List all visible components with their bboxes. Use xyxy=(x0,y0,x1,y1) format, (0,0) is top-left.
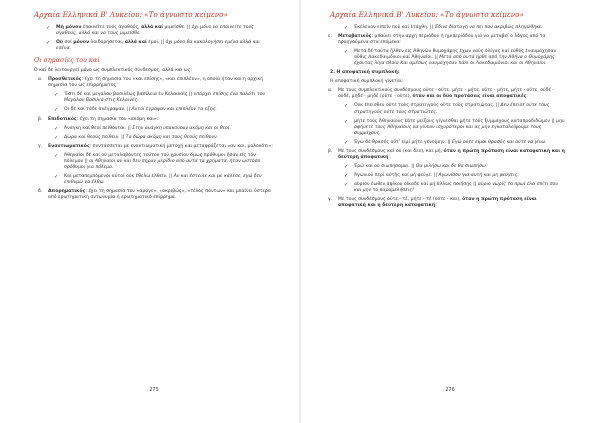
example-line: ✓ Δῶρα καί θεούς πείθειν. || Τα δώρα ακόμη και τους θεούς πείθουν. xyxy=(54,134,219,141)
intro-paragraph: Ο καί δε λειτουργεί μόνο ως συμπλεκτικός σύνδεσμος, αλλά και ως: xyxy=(34,68,192,74)
checkmark-icon: ✓ xyxy=(54,134,59,141)
example-line: ✓ Ἀθηναῖοι δέ καί οὐ μεταλαβόντες τούτου τοῦ χρυσίου ὅμως πρόθυμοι ἦσαν εἰς τόν πόλεμον || οι Αθηναίοι αν και δεν πήραν μερίδιο από αυτά τα χρήματα, ήταν ωστόσο πρόθυμοι για πόλεμο. xyxy=(54,152,261,170)
checkmark-icon: ✓ xyxy=(344,181,349,188)
checkmark-icon: ✓ xyxy=(54,107,59,114)
checkmark-icon: ✓ xyxy=(344,103,349,110)
example-line: ✓ Μετά δέ ταῦτα ἦλθεν εἰς Ἀθηνῶν θυμοχάρης ἔχων ναῦς ὀλίγας καί εὐθύς ἐναυμάχησαν αὖθις Λακεδαιμόνιοι καί Ἀθηναῖοι. || Μετά από αυτά ήρθε από την Αθήνα ο Θυμοχάρης έχοντας λίγα πλοία Και αμέσως ναυμάχησαν πάλι οι Λακεδαιμόνιοι και οι Αθηναίοι. xyxy=(344,49,557,67)
example-line: ✓ Ἀγωνιοῦ περί αὐτῆς καί μή φεῦγε. || Αγωνίσου για αυτή και μη φεύγεις. xyxy=(344,172,519,179)
label-aporimaticos: δ. Απορηματικός: έχει τη σημασία του «άραγε», «ακριβώς», «τέλος πάντων» και μπαίνει ύστερα από ερωτηματική αντωνυμία ή ερωτηματικό επίρρημα. xyxy=(38,188,271,200)
checkmark-icon: ✓ xyxy=(344,118,349,125)
running-header-left: Αρχαία Ελληνικά Β' Λυκείου: «Το άγνωστο κείμενο» xyxy=(34,10,228,19)
example-line: ✓ Οἱ δέ καί τάδε ἀνέγραψαν. || Αυτοί έγραψαν και επιπλέον τα εξής. xyxy=(54,107,217,114)
label-enantiomaticos: γ. Εναντιωματικός: συντάσσεται με εναντιωματική μετοχή και μεταφράζεται «αν και, μολονότι»: xyxy=(38,143,273,149)
example-line: ✓ Ἐκέλευον εἰπεῖν ποῦ καί ἐτάχθη. || Έδινε διαταγή να πει πού ακριβώς πληγώθηκε. xyxy=(344,25,543,31)
checkmark-icon: ✓ xyxy=(46,40,51,47)
label-metavatikos: ε. Μεταβατικός: μπαίνει στην αρχή περιόδου ή ημιπεριόδου για να μεταβεί ο λόγος από τα προηγούμενα στα επόμενα: xyxy=(328,34,546,46)
checkmark-icon: ✓ xyxy=(344,139,349,146)
example-line: ✓ Οὐκ ἔπεισθεν οὔτε τοὺς στρατηγοὺς οὔτε τοὺς στρατιώτας. || Δεν έπεισε ούτε τους στρατηγούς ούτε τους στρατιώτες. xyxy=(344,103,550,115)
section-title: Οι σημασίες του καί xyxy=(34,57,100,65)
right-page xyxy=(300,0,600,423)
checkmark-icon: ✓ xyxy=(54,152,59,159)
right-content xyxy=(324,25,566,209)
checkmark-icon: ✓ xyxy=(54,92,59,99)
checkmark-icon: ✓ xyxy=(54,125,59,132)
label-c: γ. Με τους συνδέσμους οὔτε - τέ, μήτε - τέ (ούτε - και), όταν η πρώτη πρόταση είναι αποφατική και η δεύτερη καταφατική: xyxy=(328,197,537,209)
section-2-title: 2. Η αποφατική συμπλοκή: xyxy=(330,70,400,76)
example-line: ✓ αὔριον ἔωθεν ἀφίκου οἴκαδε καί μή ἄλλως ποιήσῃς || αύριο νωρίς το πρωί έλα σπίτι σου και μην το παραμελήσεις! xyxy=(344,181,558,193)
example-line: ✓ Μή μόνον έπαινεῖτε τούς ἀγαθούς, ἀλλά καί μιμεῖσθε. || όχι μόνο να επαινείτε τους αγαθούς, αλλά και να τους μιμείσθε. xyxy=(46,25,254,37)
example-line: ✓ Ἐρῶ καί οὐ σιωπήσομαι. || Θα μιλήσω και δε θα σιωπήσω. xyxy=(344,163,488,170)
checkmark-icon: ✓ xyxy=(344,172,349,179)
checkmark-icon: ✓ xyxy=(344,49,349,56)
checkmark-icon: ✓ xyxy=(54,173,59,180)
example-line: ✓ Καί μεταπεμπόμενοι αὐτοί οὐκ ἔθελω ἐλθεῖν. || Αν και έστειλε και με κάλεσε, εγώ δεν επιθυμώ να έλθω. xyxy=(54,173,262,185)
left-content xyxy=(34,25,274,201)
checkmark-icon: ✓ xyxy=(344,25,349,31)
label-epidoticos: β. Επιδοτικός: έχει τη σημασία του «ακόμη και»: xyxy=(38,116,159,122)
label-a: α. Με τους συμπλεκτικούς συνδέσμους οὔτε - οὔτε, μήτε - μήτε, οὔτε - μήτε, μήτε - οὔτε, οὐδέ - οὐδέ, μηδέ - μηδέ (οὔτε - οὔτε), όταν και οι δύο προτάσεις είναι αποφατικές: xyxy=(328,88,555,100)
section-2-intro: Η αποφατική συμπλοκή γίνεται: xyxy=(330,79,404,85)
label-b: β. Με τους συνδέσμους καί οὐ (και δεν), καί μή, όταν η πρώτη πρόταση είναι καταφατική και η δεύτερη αποφατική: xyxy=(328,148,565,160)
checkmark-icon: ✓ xyxy=(344,163,349,170)
example-line: ✓ Οὐ σοί μόνον λοιδορήσεται, ἀλλά καί ἐμοί. || όχι μόνο θα κακολογήσει εμένα αλλά και εσένα. xyxy=(46,40,260,52)
example-line: ✓ μήτε τούς Ἀθηναίους ἐᾶτε μείζους γίγνεσθαι μήτε τούς ξυμμάχους καταπροδιδῶμεν || μην αφήνετε τους Αθηναίους να γίνουν ισχυρότεροι και ας μην εγκαταλείψουμε τους συμμάχους. xyxy=(344,118,565,136)
running-header-right: Αρχαία Ελληνικά Β' Λυκείου: «Το άγνωστο κείμενο» xyxy=(330,10,524,19)
page-number-right: 276 xyxy=(445,387,455,393)
checkmark-icon: ✓ xyxy=(46,25,51,31)
label-proestheticos: α. Προσθετικός: έχει τη σημασία του «και επίσης», «και επιπλέον», η οποία ήταν και η αρχική σημασία του ως επιρρήματος: xyxy=(38,77,264,89)
page-number-left: 275 xyxy=(149,387,159,393)
example-line: ✓ Ἔστι δέ καί μεγάλου βασιλέως βασίλεια ἐν Κελαιναῖς || υπάρχει επίσης ένα παλάτι του Μεγάλου Βασιλιά στις Κελαινές. xyxy=(54,92,266,104)
example-line: ✓ Ἐγώ δέ θρασύς οὔτ' εἰμί μήτε γενοίμην. || Εγώ ούτε είμαι θρασύς και ούτε να γίνω. xyxy=(344,139,547,146)
example-line: ✓ Ἀνάγκη καί θεοί πείθονται. || Στην ανάγκη υπακούουν ακόμη και οι θεοί. xyxy=(54,125,231,132)
